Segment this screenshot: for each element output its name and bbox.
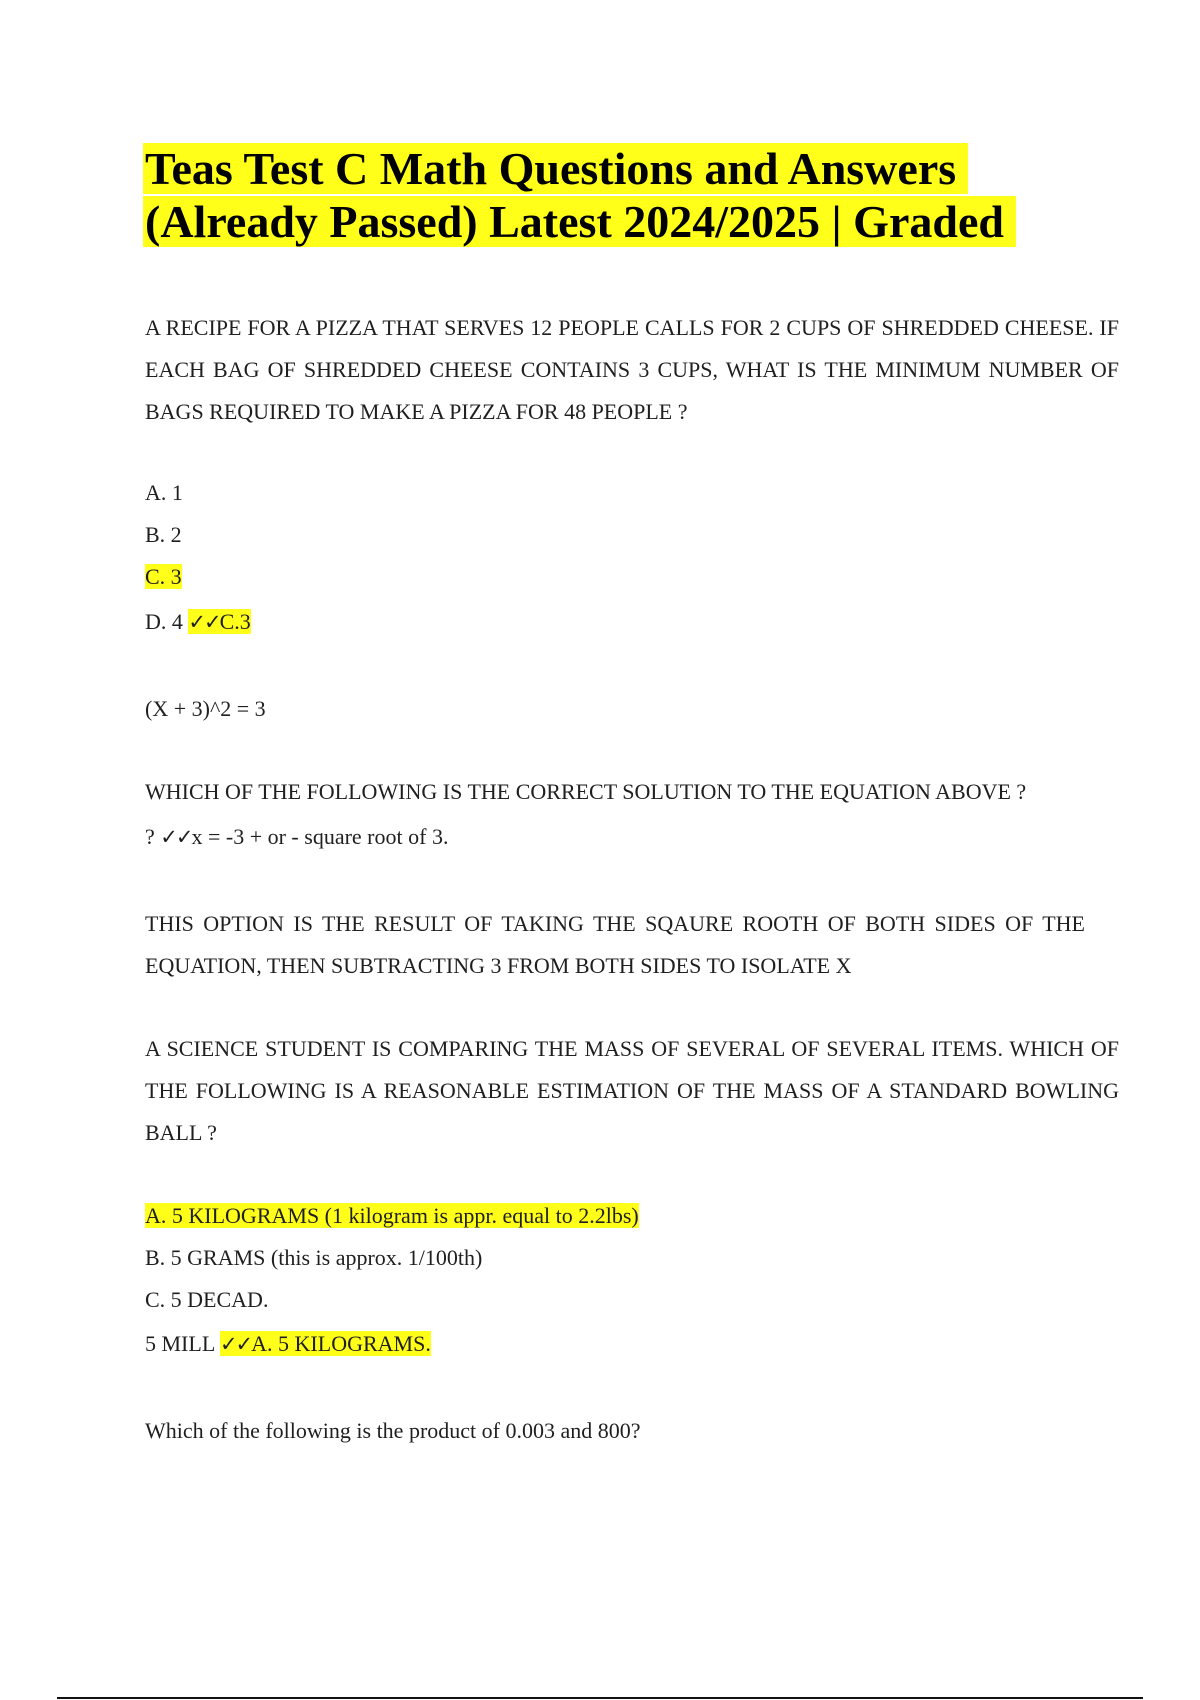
question-3-text: A SCIENCE STUDENT IS COMPARING THE MASS OF SEVERAL OF SEVERAL ITEMS. WHICH OF THE FOLLOWING IS A REASONABLE ESTIMATION OF THE MASS OF A STANDARD BOWLING BALL ? [145, 1036, 1119, 1145]
question-2-equation: (X + 3)^2 = 3 [145, 696, 266, 721]
page-bottom-rule [57, 1697, 1143, 1699]
question-3-option-b: B. 5 GRAMS (this is approx. 1/100th) [145, 1245, 483, 1270]
question-2-answer-line: ? ✓✓x = -3 + or - square root of 3. [145, 824, 449, 849]
question-1-text: A RECIPE FOR A PIZZA THAT SERVES 12 PEOPLE CALLS FOR 2 CUPS OF SHREDDED CHEESE. IF EACH BAG OF SHREDDED CHEESE CONTAINS 3 CUPS, WHAT IS THE MINIMUM NUMBER OF BAGS REQUIRED TO MAKE A PIZZA FOR 48 PEOPLE ? [145, 315, 1119, 424]
question-3-option-d [145, 1329, 431, 1359]
question-1-option-c [145, 562, 182, 592]
question-3-option-a [145, 1201, 639, 1231]
check-icon: ✓✓ [160, 825, 192, 849]
answer-highlight [188, 609, 250, 634]
question-2-answer: x = -3 + or - square root of 3. [191, 824, 449, 849]
question-3-option-c: C. 5 DECAD. [145, 1287, 269, 1312]
document-title [143, 142, 1073, 248]
check-icon: ✓✓ [188, 610, 220, 634]
option-d-label: 5 MILL [145, 1331, 215, 1356]
option-a-highlight: A. 5 KILOGRAMS (1 kilogram is appr. equal to 2.2lbs) [145, 1203, 639, 1228]
question-2-text: WHICH OF THE FOLLOWING IS THE CORRECT SOLUTION TO THE EQUATION ABOVE ? [145, 779, 1027, 804]
answer-text: A. 5 KILOGRAMS. [251, 1331, 431, 1356]
question-4-text: Which of the following is the product of 0.003 and 800? [145, 1418, 641, 1443]
answer-highlight [220, 1331, 431, 1356]
check-icon: ✓✓ [219, 1332, 252, 1356]
question-1-option-d [145, 607, 251, 637]
option-c-highlight: C. 3 [145, 564, 182, 589]
question-2-explanation: THIS OPTION IS THE RESULT OF TAKING THE SQAURE ROOTH OF BOTH SIDES OF THE EQUATION, THEN SUBTRACTING 3 FROM BOTH SIDES TO ISOLATE X [145, 911, 1085, 978]
title-highlight: Teas Test C Math Questions and Answers (Already Passed) Latest 2024/2025 | Graded [143, 143, 1016, 247]
question-1-option-a: A. 1 [145, 480, 183, 505]
question-1-option-b: B. 2 [145, 522, 182, 547]
option-d-label: D. 4 [145, 609, 183, 634]
answer-text: C.3 [219, 609, 251, 634]
